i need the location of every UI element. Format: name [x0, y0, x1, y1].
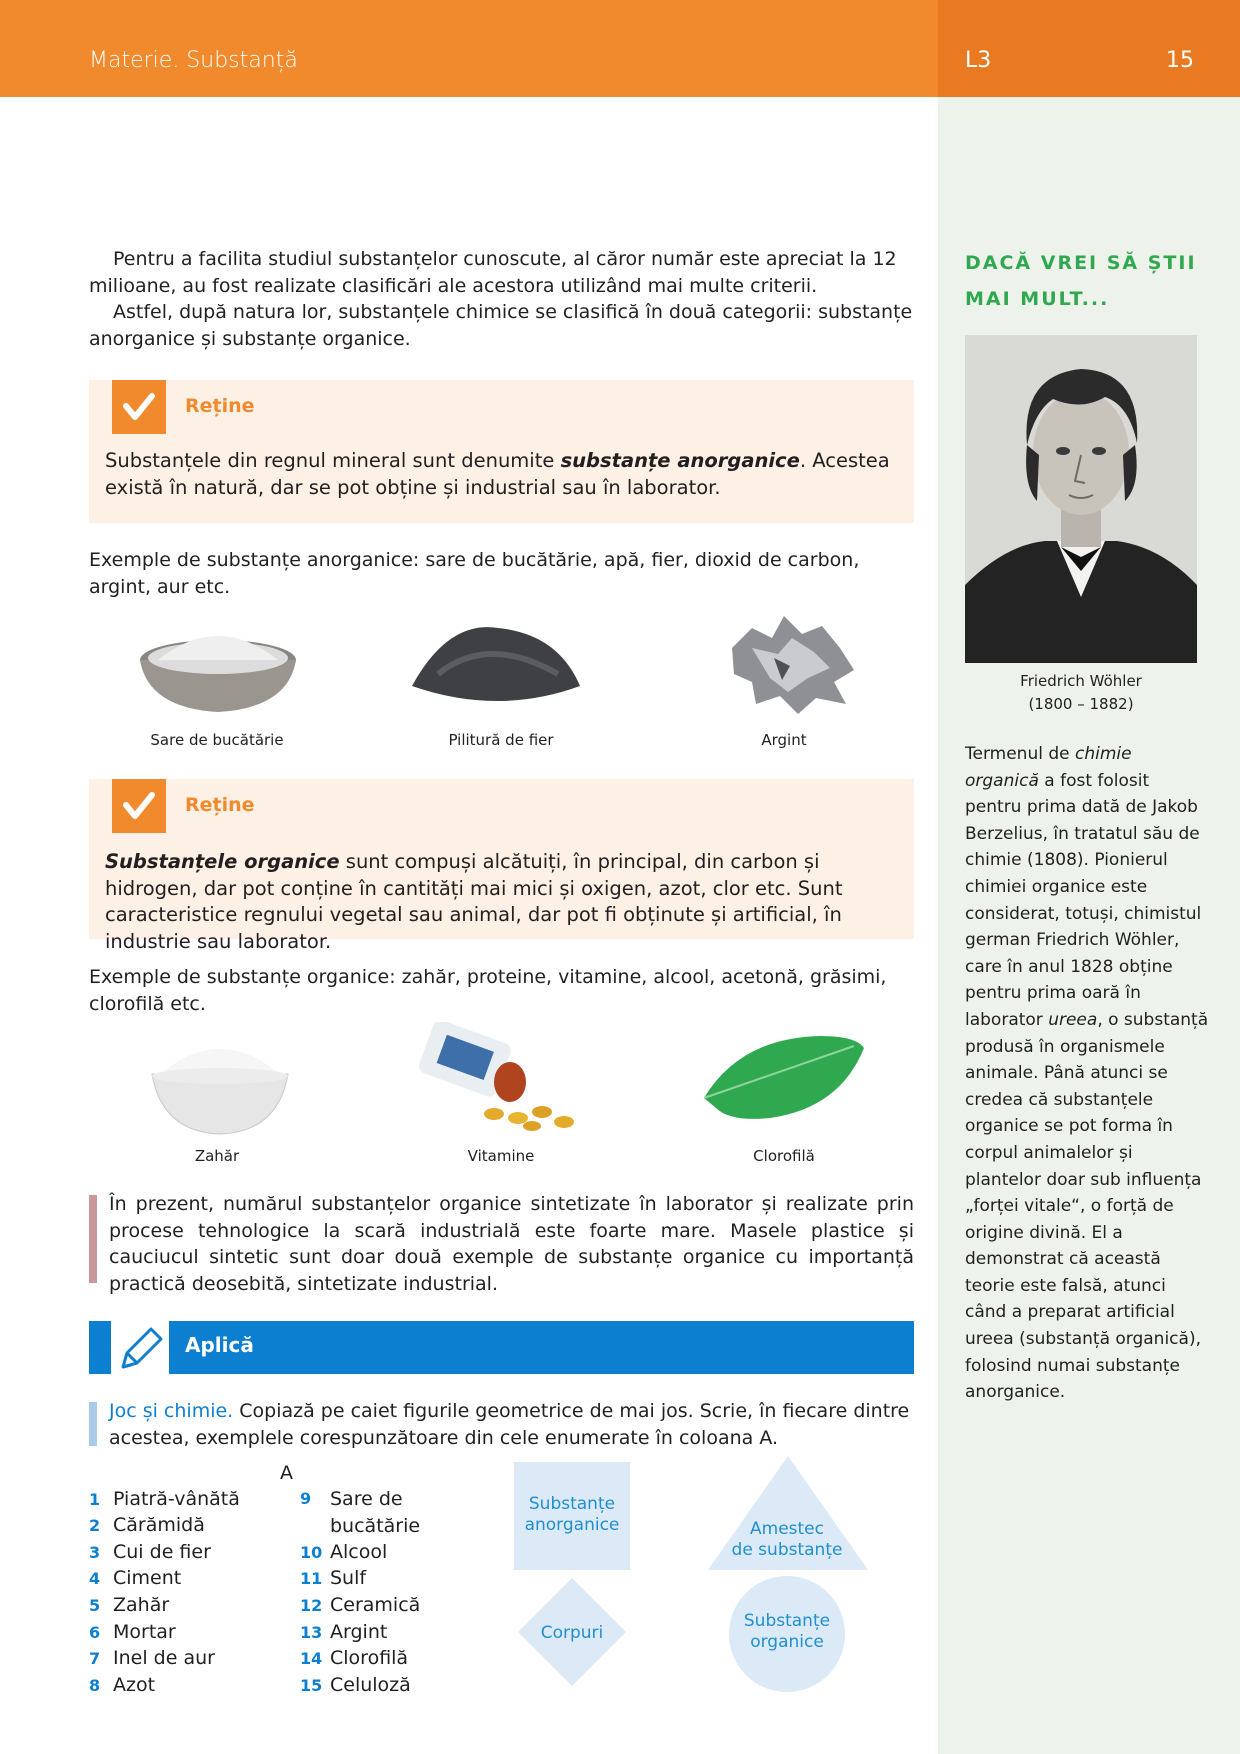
list-item: 9 Sare de bucătărie [300, 1488, 421, 1537]
page-number: 15 [1166, 48, 1194, 73]
sidebar-text: Termenul de chimie organică a fost folosit pentru prima dată de Jakob Berzelius, în tratatul său de chimie (1808). Pionierul chimiei organice este considerat, totuși, chimistul german Friedrich Wöhler, care în anul 1828 obține pentru prima oară în laborator ureea, o substanță produsă în organismele animale. Până atunci se credea că substanțele organice se pot forma în corpul animalelor și plantelor doar sub influența „forței vitale“, o forță de origine divină. El a demonstrat că această teorie este falsă, atunci când a preparat artificial ureea (substanță organică), folosind numai substanțe anorganice. [965, 744, 1209, 1403]
lesson-label: L3 [965, 48, 992, 73]
portrait-caption: Friedrich Wöhler (1800 – 1882) [1020, 672, 1142, 713]
sidebar-heading: DACĂ VREI SĂ ȘTII MAI MULT... [965, 252, 1197, 310]
note-bar [89, 1195, 97, 1283]
task-text: Joc și chimie. Copiază pe caiet figurile geometrice de mai jos. Scrie, în fiecare dintre acestea, exemplele corespunzătoare din cele enumerate în coloana A. [109, 1400, 910, 1449]
retine-text: Substanțele din regnul mineral sunt denumite substanțe anorganice. Acestea există în natură, dar se pot obține și industrial sau în laborator. [105, 449, 890, 499]
list-item: 7 Inel de aur [89, 1647, 215, 1669]
sugar-bowl-image [148, 1028, 292, 1136]
list-item: 4 Ciment [89, 1567, 182, 1589]
salt-bowl-image [138, 620, 298, 716]
retine-title: Reține [185, 794, 255, 816]
list-item: 15 Celuloză [300, 1674, 411, 1696]
task-bar [89, 1402, 97, 1446]
pencil-icon [111, 1321, 169, 1374]
column-a-label: A [280, 1462, 293, 1484]
silver-image [722, 608, 864, 720]
list-item: 14 Clorofilă [300, 1647, 409, 1669]
intro-paragraph-2: Astfel, după natura lor, substanțele chimice se clasifică în două categorii: substanțe anorganice și substanțe organice. [89, 301, 913, 350]
caption-vitamins: Vitamine [467, 1147, 535, 1165]
caption-chlorophyll: Clorofilă [753, 1147, 815, 1165]
checkmark-icon [112, 380, 166, 434]
aplica-title: Aplică [185, 1333, 254, 1357]
list-item: 6 Mortar [89, 1621, 176, 1643]
retine-title: Reține [185, 395, 255, 417]
examples-organic: Exemple de substanțe organice: zahăr, proteine, vitamine, alcool, acetonă, grăsimi, clorofilă etc. [89, 966, 887, 1015]
checkmark-icon [112, 779, 166, 833]
chapter-title: Materie. Substanță [89, 48, 298, 73]
list-item: 13 Argint [300, 1621, 388, 1643]
list-item: 11 Sulf [300, 1567, 367, 1589]
caption-salt: Sare de bucătărie [150, 731, 284, 749]
note-text: În prezent, numărul substanțelor organice sintetizate în laborator și realizate prin procese tehnologice la scară industrială este foarte mare. Masele plastice și cauciucul sintetic sunt doar două exemple de substanțe organice cu importanță practică deosebită, sintetizate industrial. [109, 1193, 914, 1295]
portrait-image [965, 335, 1197, 663]
triangle-label: Amestec de substanțe [731, 1519, 843, 1560]
list-item: 2 Cărămidă [89, 1514, 205, 1536]
list-item: 8 Azot [89, 1674, 156, 1696]
retine-text: Substanțele organice sunt compuși alcătuiți, în principal, din carbon și hidrogen, dar pot conține în cantități mai mici și oxigen, azot, clor etc. Sunt caracteristice regnului vegetal sau animal, dar pot fi obținute și artificial, în industrie sau laborator. [105, 850, 843, 953]
note-paragraph [89, 1191, 914, 1295]
caption-sugar: Zahăr [194, 1147, 240, 1165]
list-item: 5 Zahăr [89, 1594, 170, 1616]
vitamins-image [414, 1022, 586, 1134]
leaf-image [700, 1028, 866, 1130]
list-item: 10 Alcool [300, 1541, 388, 1563]
aplica-banner [89, 1321, 914, 1374]
square-label: Substanțe anorganice [524, 1494, 620, 1535]
list-item: 3 Cui de fier [89, 1541, 211, 1563]
retine-box-inorganic [89, 380, 914, 523]
iron-filings-image [408, 624, 583, 714]
diamond-label: Corpuri [540, 1623, 604, 1643]
retine-box-organic [89, 779, 914, 953]
circle-label: Substanțe organice [743, 1611, 831, 1652]
examples-inorganic: Exemple de substanțe anorganice: sare de bucătărie, apă, fier, dioxid de carbon, argint, aur etc. [89, 549, 860, 598]
caption-silver: Argint [761, 731, 807, 749]
shapes-diagram [512, 1456, 872, 1696]
list-item: 1 Piatră-vânătă [89, 1488, 240, 1510]
caption-iron: Pilitură de fier [448, 731, 554, 749]
intro-paragraph-1: Pentru a facilita studiul substanțelor cunoscute, al căror număr este apreciat la 12 milioane, au fost realizate clasificări ale acestora utilizând mai multe criterii. [89, 248, 897, 297]
list-item: 12 Ceramică [300, 1594, 421, 1616]
